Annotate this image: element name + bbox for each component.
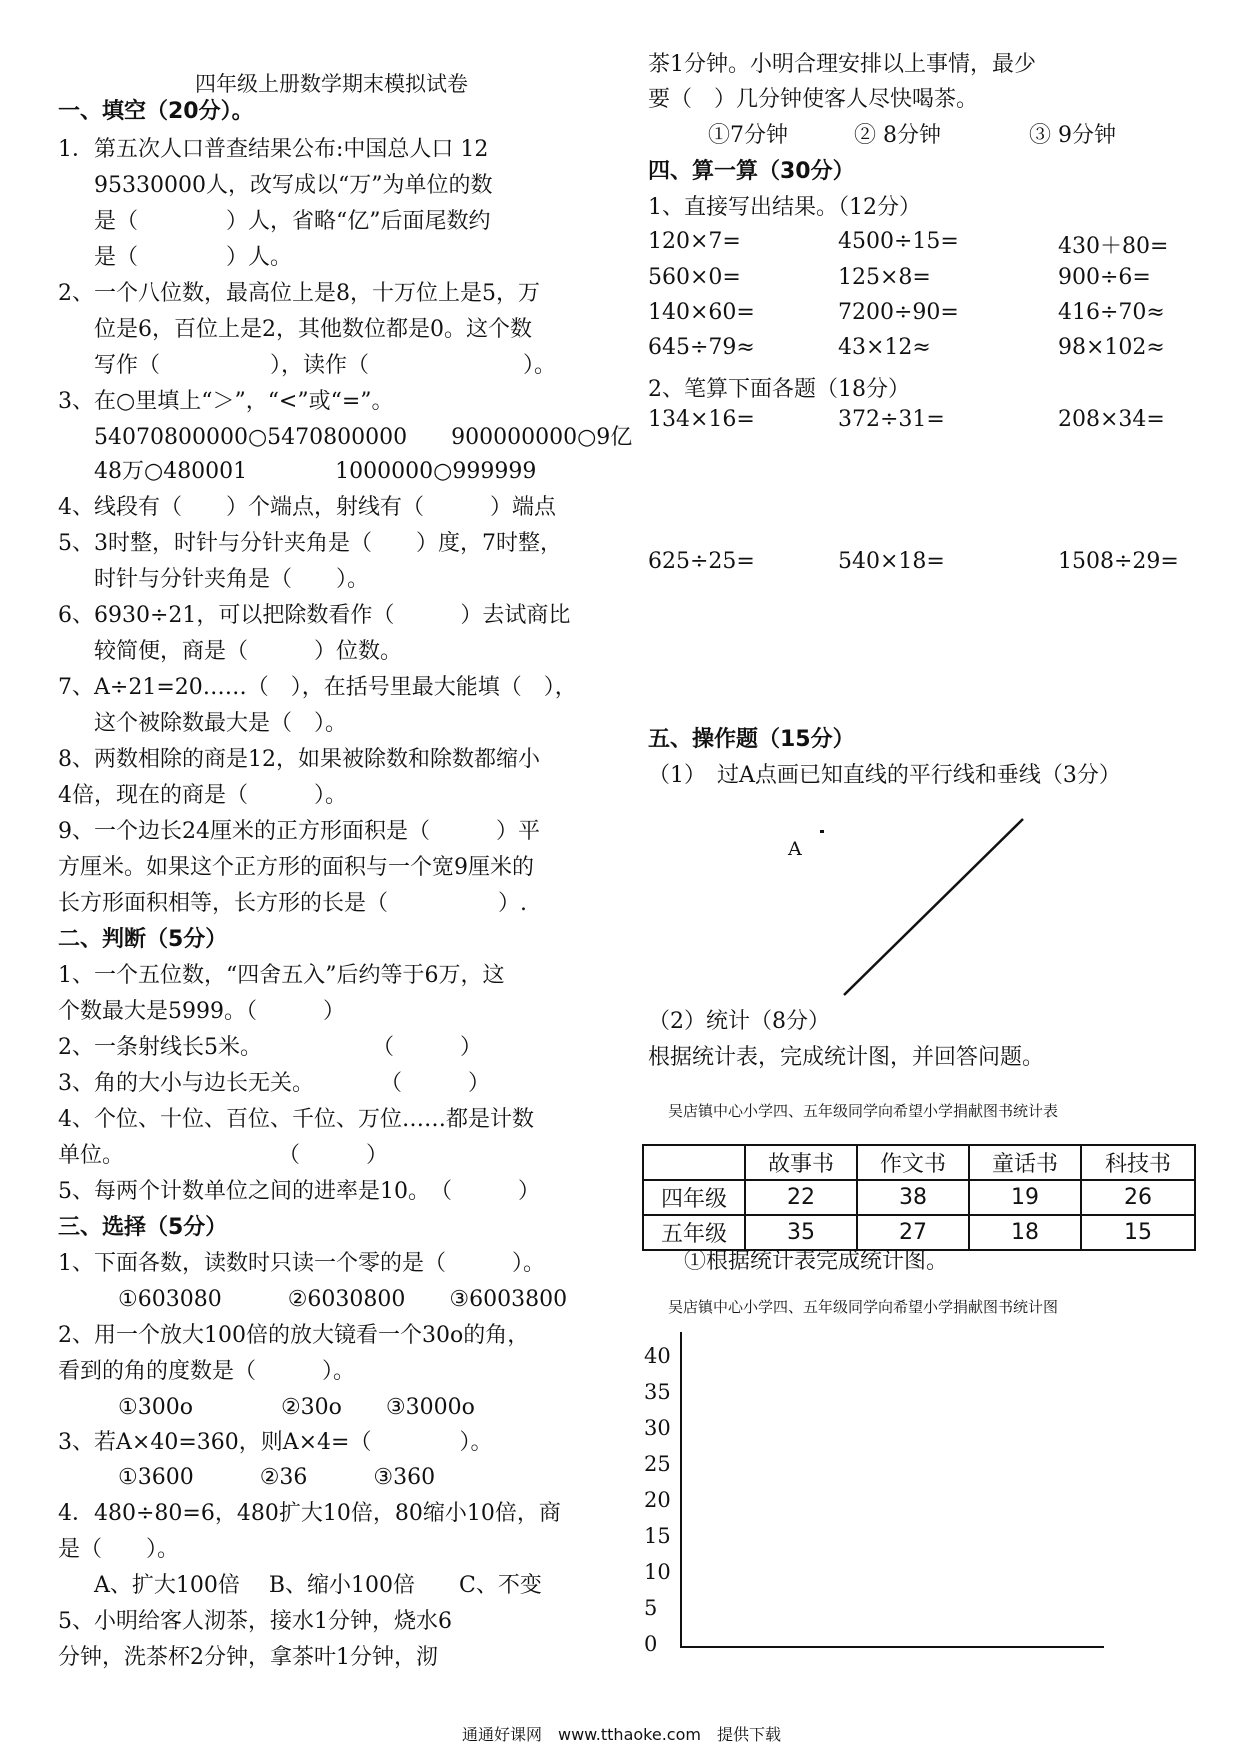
calc-item: 120×7= [648, 229, 741, 254]
question-line: 长方形面积相等，长方形的长是（ ）. [58, 891, 527, 916]
question-line: 4倍，现在的商是（ ）。 [58, 783, 347, 808]
calc-item: 372÷31= [838, 407, 945, 432]
chart-y-tick-label: 0 [644, 1632, 658, 1656]
question-line: 8、两数相除的商是12，如果被除数和除数都缩小 [58, 747, 540, 772]
table-cell: 19 [969, 1180, 1081, 1215]
chart-y-axis [680, 1332, 682, 1648]
chart-y-tick-label: 40 [644, 1344, 671, 1368]
question-line: ①7分钟 ② 8分钟 ③ 9分钟 [708, 123, 1116, 148]
question-line: 1、一个五位数，“四舍五入”后约等于6万，这 [58, 963, 505, 988]
question-line: 这个被除数最大是（ ）。 [94, 711, 348, 736]
question-line: 5、每两个计数单位之间的进率是10。 （ ） [58, 1179, 540, 1204]
question-line: 1、直接写出结果。（12分） [648, 195, 921, 220]
table-cell: 四年级 [643, 1180, 745, 1215]
table-row [643, 1215, 1195, 1250]
table-cell: 22 [745, 1180, 857, 1215]
chart-y-tick-label: 20 [644, 1488, 671, 1512]
question-line: 看到的角的度数是（ ）。 [58, 1359, 356, 1384]
calc-item: 140×60= [648, 300, 755, 325]
table-cell: 27 [857, 1215, 969, 1250]
question-line: 写作（ ），读作（ ）。 [94, 353, 557, 378]
chart-y-tick-label: 5 [644, 1596, 658, 1620]
calc-item: 645÷79≈ [648, 335, 755, 360]
question-line: 3、角的大小与边长无关。 （ ） [58, 1071, 490, 1096]
question-line: ①3600 ②36 ③360 [118, 1465, 436, 1490]
calc-item: 134×16= [648, 407, 755, 432]
question-line: 9、一个边长24厘米的正方形面积是（ ）平 [58, 819, 540, 844]
question-line: 2、一条射线长5米。 （ ） [58, 1035, 482, 1060]
calc-item: 4500÷15= [838, 229, 959, 254]
section-heading: 四、算一算（30分） [648, 159, 855, 184]
question-line: 位是6，百位上是2，其他数位都是0。这个数 [94, 317, 532, 342]
question-line: 较简便，商是（ ）位数。 [94, 639, 403, 664]
question-line: 4．480÷80=6，480扩大10倍，80缩小10倍，商 [58, 1501, 561, 1526]
table-cell: 35 [745, 1215, 857, 1250]
calc-item: 416÷70≈ [1058, 300, 1165, 325]
chart-caption: 吴店镇中心小学四、五年级同学向希望小学捐献图书统计图 [668, 1298, 1059, 1316]
calc-item: 540×18= [838, 549, 945, 574]
question-line: 5、小明给客人沏茶，接水1分钟，烧水6 [58, 1609, 452, 1634]
chart-y-tick-label: 15 [644, 1524, 671, 1548]
table-header-row [643, 1145, 1195, 1180]
chart-y-tick-label: 30 [644, 1416, 671, 1440]
question-line: 分钟，洗茶杯2分钟，拿茶叶1分钟，沏 [58, 1645, 438, 1670]
stats-table [642, 1144, 1196, 1251]
question-line: 方厘米。如果这个正方形的面积与一个宽9厘米的 [58, 855, 534, 880]
given-line [840, 815, 1030, 1000]
chart-y-tick-label: 10 [644, 1560, 671, 1584]
question-line: （1） 过A点画已知直线的平行线和垂线（3分） [648, 763, 1121, 788]
question-line: 单位。 （ ） [58, 1143, 389, 1168]
question-line: 根据统计表，完成统计图，并回答问题。 [648, 1045, 1045, 1070]
section-heading: 五、操作题（15分） [648, 727, 855, 752]
question-line: 1．第五次人口普查结果公布:中国总人口 12 [58, 137, 489, 162]
table-row [643, 1180, 1195, 1215]
section-heading: 三、选择（5分） [58, 1215, 228, 1240]
table-cell [643, 1145, 745, 1180]
section-heading: 一、填空（20分）。 [58, 99, 254, 124]
table-cell: 科技书 [1081, 1145, 1195, 1180]
calc-item: 430＋80= [1058, 234, 1169, 259]
table-cell: 26 [1081, 1180, 1195, 1215]
question-line: A、扩大100倍 B、缩小100倍 C、不变 [94, 1573, 542, 1598]
calc-item: 43×12≈ [838, 335, 931, 360]
calc-item: 7200÷90= [838, 300, 959, 325]
chart-y-tick-label: 25 [644, 1452, 671, 1476]
question-line: 3、若A×40=360，则A×4=（ ）。 [58, 1430, 493, 1455]
question-line: ①根据统计表完成统计图。 [684, 1249, 949, 1274]
calc-item: 125×8= [838, 265, 931, 290]
point-a-label: A [788, 838, 802, 860]
question-line: 时针与分针夹角是（ ）。 [94, 567, 370, 592]
table-caption: 吴店镇中心小学四、五年级同学向希望小学捐献图书统计表 [668, 1102, 1059, 1120]
question-line: ①603080 ②6030800 ③6003800 [118, 1287, 568, 1312]
table-cell: 18 [969, 1215, 1081, 1250]
chart-x-axis [680, 1646, 1104, 1648]
calc-item: 560×0= [648, 265, 741, 290]
calc-item: 900÷6= [1058, 265, 1151, 290]
question-line: 1、下面各数，读数时只读一个零的是（ ）。 [58, 1251, 545, 1276]
question-line: 茶1分钟。小明合理安排以上事情，最少 [648, 52, 1036, 77]
question-line: 48万○480001 1000000○999999 [94, 459, 537, 484]
question-line: 5、3时整，时针与分针夹角是（ ）度，7时整， [58, 531, 562, 556]
question-line: 95330000人，改写成以“万”为单位的数 [94, 173, 493, 198]
table-cell: 作文书 [857, 1145, 969, 1180]
calc-item: 625÷25= [648, 549, 755, 574]
table-cell: 38 [857, 1180, 969, 1215]
question-line: 2、用一个放大100倍的放大镜看一个30o的角， [58, 1323, 530, 1348]
question-line: 7、A÷21=20……（ ），在括号里最大能填（ ）， [58, 675, 577, 700]
calc-item: 208×34= [1058, 407, 1165, 432]
question-line: （2）统计（8分） [648, 1009, 830, 1034]
table-cell: 故事书 [745, 1145, 857, 1180]
question-line: 2、笔算下面各题（18分） [648, 377, 910, 402]
question-line: ①300o ②30o ③3000o [118, 1395, 475, 1420]
footer: 通通好课网 www.tthaoke.com 提供下载 [462, 1725, 781, 1744]
point-a-dot [820, 830, 824, 833]
question-line: 是（ ）人。 [94, 245, 293, 270]
page-title: 四年级上册数学期末模拟试卷 [195, 72, 468, 96]
question-line: 是（ ）人，省略“亿”后面尾数约 [94, 209, 491, 234]
question-line: 4、线段有（ ）个端点，射线有（ ）端点 [58, 495, 556, 520]
section-heading: 二、判断（5分） [58, 927, 228, 952]
chart-y-tick-label: 35 [644, 1380, 671, 1404]
question-line: 2、一个八位数，最高位上是8，十万位上是5，万 [58, 281, 540, 306]
question-line: 要（ ）几分钟使客人尽快喝茶。 [648, 87, 979, 112]
question-line: 3、在○里填上“＞”，“<”或“=”。 [58, 389, 394, 414]
table-cell: 五年级 [643, 1215, 745, 1250]
calc-item: 98×102≈ [1058, 335, 1165, 360]
calc-item: 1508÷29= [1058, 549, 1179, 574]
question-line: 4、个位、十位、百位、千位、万位……都是计数 [58, 1107, 534, 1132]
question-line: 个数最大是5999。（ ） [58, 999, 345, 1024]
question-line: 6、6930÷21，可以把除数看作（ ）去试商比 [58, 603, 571, 628]
table-cell: 童话书 [969, 1145, 1081, 1180]
table-cell: 15 [1081, 1215, 1195, 1250]
question-line: 是（ ）。 [58, 1537, 180, 1562]
question-line: 54070800000○5470800000 900000000○9亿 [94, 425, 633, 450]
